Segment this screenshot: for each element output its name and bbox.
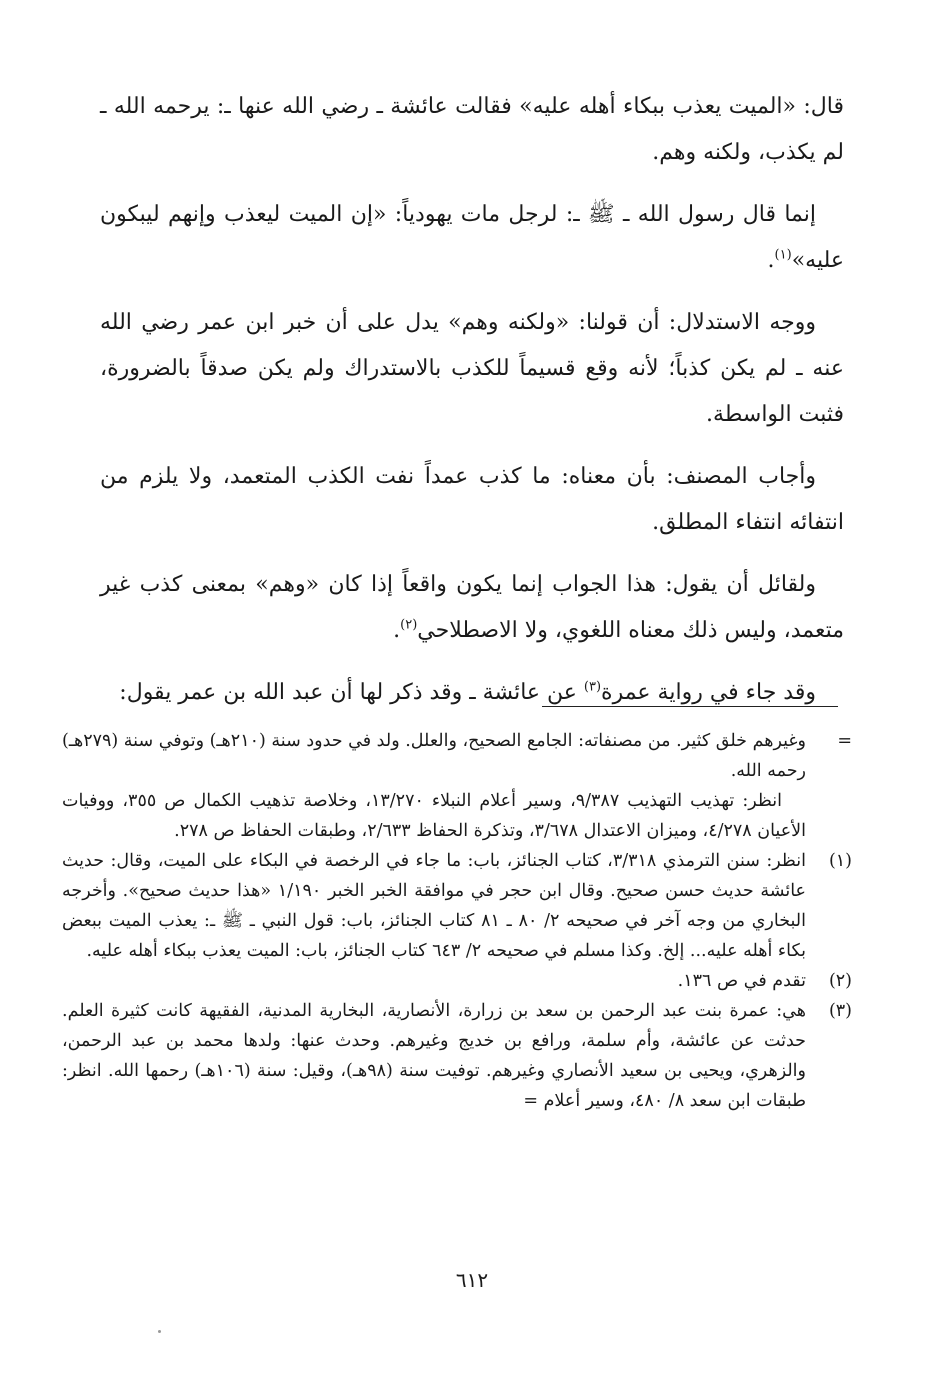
scan-speck [158,1330,161,1333]
paragraph-1: قال: «الميت يعذب ببكاء أهله عليه» فقالت عائشة ـ رضي الله عنها ـ: يرحمه الله ـ لم يكذب، ولكنه وهم. [100,94,844,165]
paragraph-5: ولقائل أن يقول: هذا الجواب إنما يكون واقعاً إذا كان «وهم» بمعنى كذب غير متعمد، وليس ذلك معناه اللغوي، ولا الاصطلاحي$^{(٢)}$. [100,572,844,643]
footnote-ref-1: (١) [774,247,792,263]
footnote-2-text: تقدم في ص ١٣٦. [677,971,806,991]
footnote-continuation [62,726,852,846]
footnote-ref-2: (٢) [400,617,418,633]
page-number: ٦١٢ [455,1268,489,1292]
paragraph-4: وأجاب المصنف: بأن معناه: ما كذب عمداً نفت الكذب المتعمد، ولا يلزم من انتفائه انتفاء المطلق. [100,464,844,535]
footnotes [62,726,852,1116]
footnote-3 [62,996,852,1116]
footnote-ref-3: (٣) [583,679,602,695]
main-text [100,84,844,732]
footnote-1-text: انظر: سنن الترمذي ٣/٣١٨، كتاب الجنائز، باب: ما جاء في الرخصة في البكاء على الميت، وقال: حديث عائشة حديث حسن صحيح. وقال ابن حجر في موافقة الخبر الخبر ١/١٩٠ «هذا حديث صحيح». وأخرجه البخاري من وجه آخر في صحيحه ٢/ ٨٠ ـ ٨١ كتاب الجنائز، باب: قول النبي ـ ﷺ ـ: يعذب الميت ببعض بكاء أهله عليه... إلخ. وكذا مسلم في صحيحه ٢/ ٦٤٣ كتاب الجنائز، باب: الميت يعذب ببكاء أهله عليه. [62,851,806,961]
footnote-2 [62,966,852,996]
footnote-continuation-text: وغيرهم خلق كثير. من مصنفاته: الجامع الصحيح، والعلل. ولد في حدود سنة (٢١٠هـ) وتوفي سنة (٢٧٩هـ) رحمه الله. [62,731,807,781]
paragraph-2: إنما قال رسول الله ـ ﷺ ـ: لرجل مات يهودياً: «إن الميت ليعذب وإنهم ليبكون عليه»$^{(١)}$. [100,202,844,273]
footnote-continuation-sources: انظر: تهذيب التهذيب ٩/٣٨٧، وسير أعلام النبلاء ١٣/٢٧٠، وخلاصة تذهيب الكمال ص ٣٥٥، ووفيات الأعيان ٤/٢٧٨، وميزان الاعتدال ٣/٦٧٨، وتذكرة الحفاظ ٢/٦٣٣، وطبقات الحفاظ ص ٢٧٨. [62,791,806,841]
footnote-1 [62,846,852,966]
footnote-3-number: (٣) [828,1001,852,1021]
footnote-1-number: (١) [828,851,852,871]
continuation-marker: = [837,731,852,751]
footnote-2-number: (٢) [828,971,852,991]
footnote-separator [542,706,838,707]
paragraph-3: ووجه الاستدلال: أن قولنا: «ولكنه وهم» يدل على أن خبر ابن عمر رضي الله عنه ـ لم يكن كذباً؛ لأنه وقع قسيماً للكذب بالاستدراك ولم يكن صدقاً بالضرورة، فثبت الواسطة. [100,310,844,427]
paragraph-6: وقد جاء في رواية عمرة$^{(٣)}$ عن عائشة ـ وقد ذكر لها أن عبد الله بن عمر يقول: [119,679,816,705]
footnote-3-text: هي: عمرة بنت عبد الرحمن بن سعد بن زرارة، الأنصارية، البخارية المدنية، الفقيهة كانت كثيرة العلم. حدثت عن عائشة، وأم سلمة، ورافع بن خديج وغيرهم. وحدث عنها: ولدها محمد بن عبد الرحمن، والزهري، ويحيى بن سعيد الأنصاري وغيرهم. توفيت سنة (٩٨هـ)، وقيل: سنة (١٠٦هـ) رحمها الله. انظر: طبقات ابن سعد ٨/ ٤٨٠، وسير أعلام = [62,1001,806,1111]
